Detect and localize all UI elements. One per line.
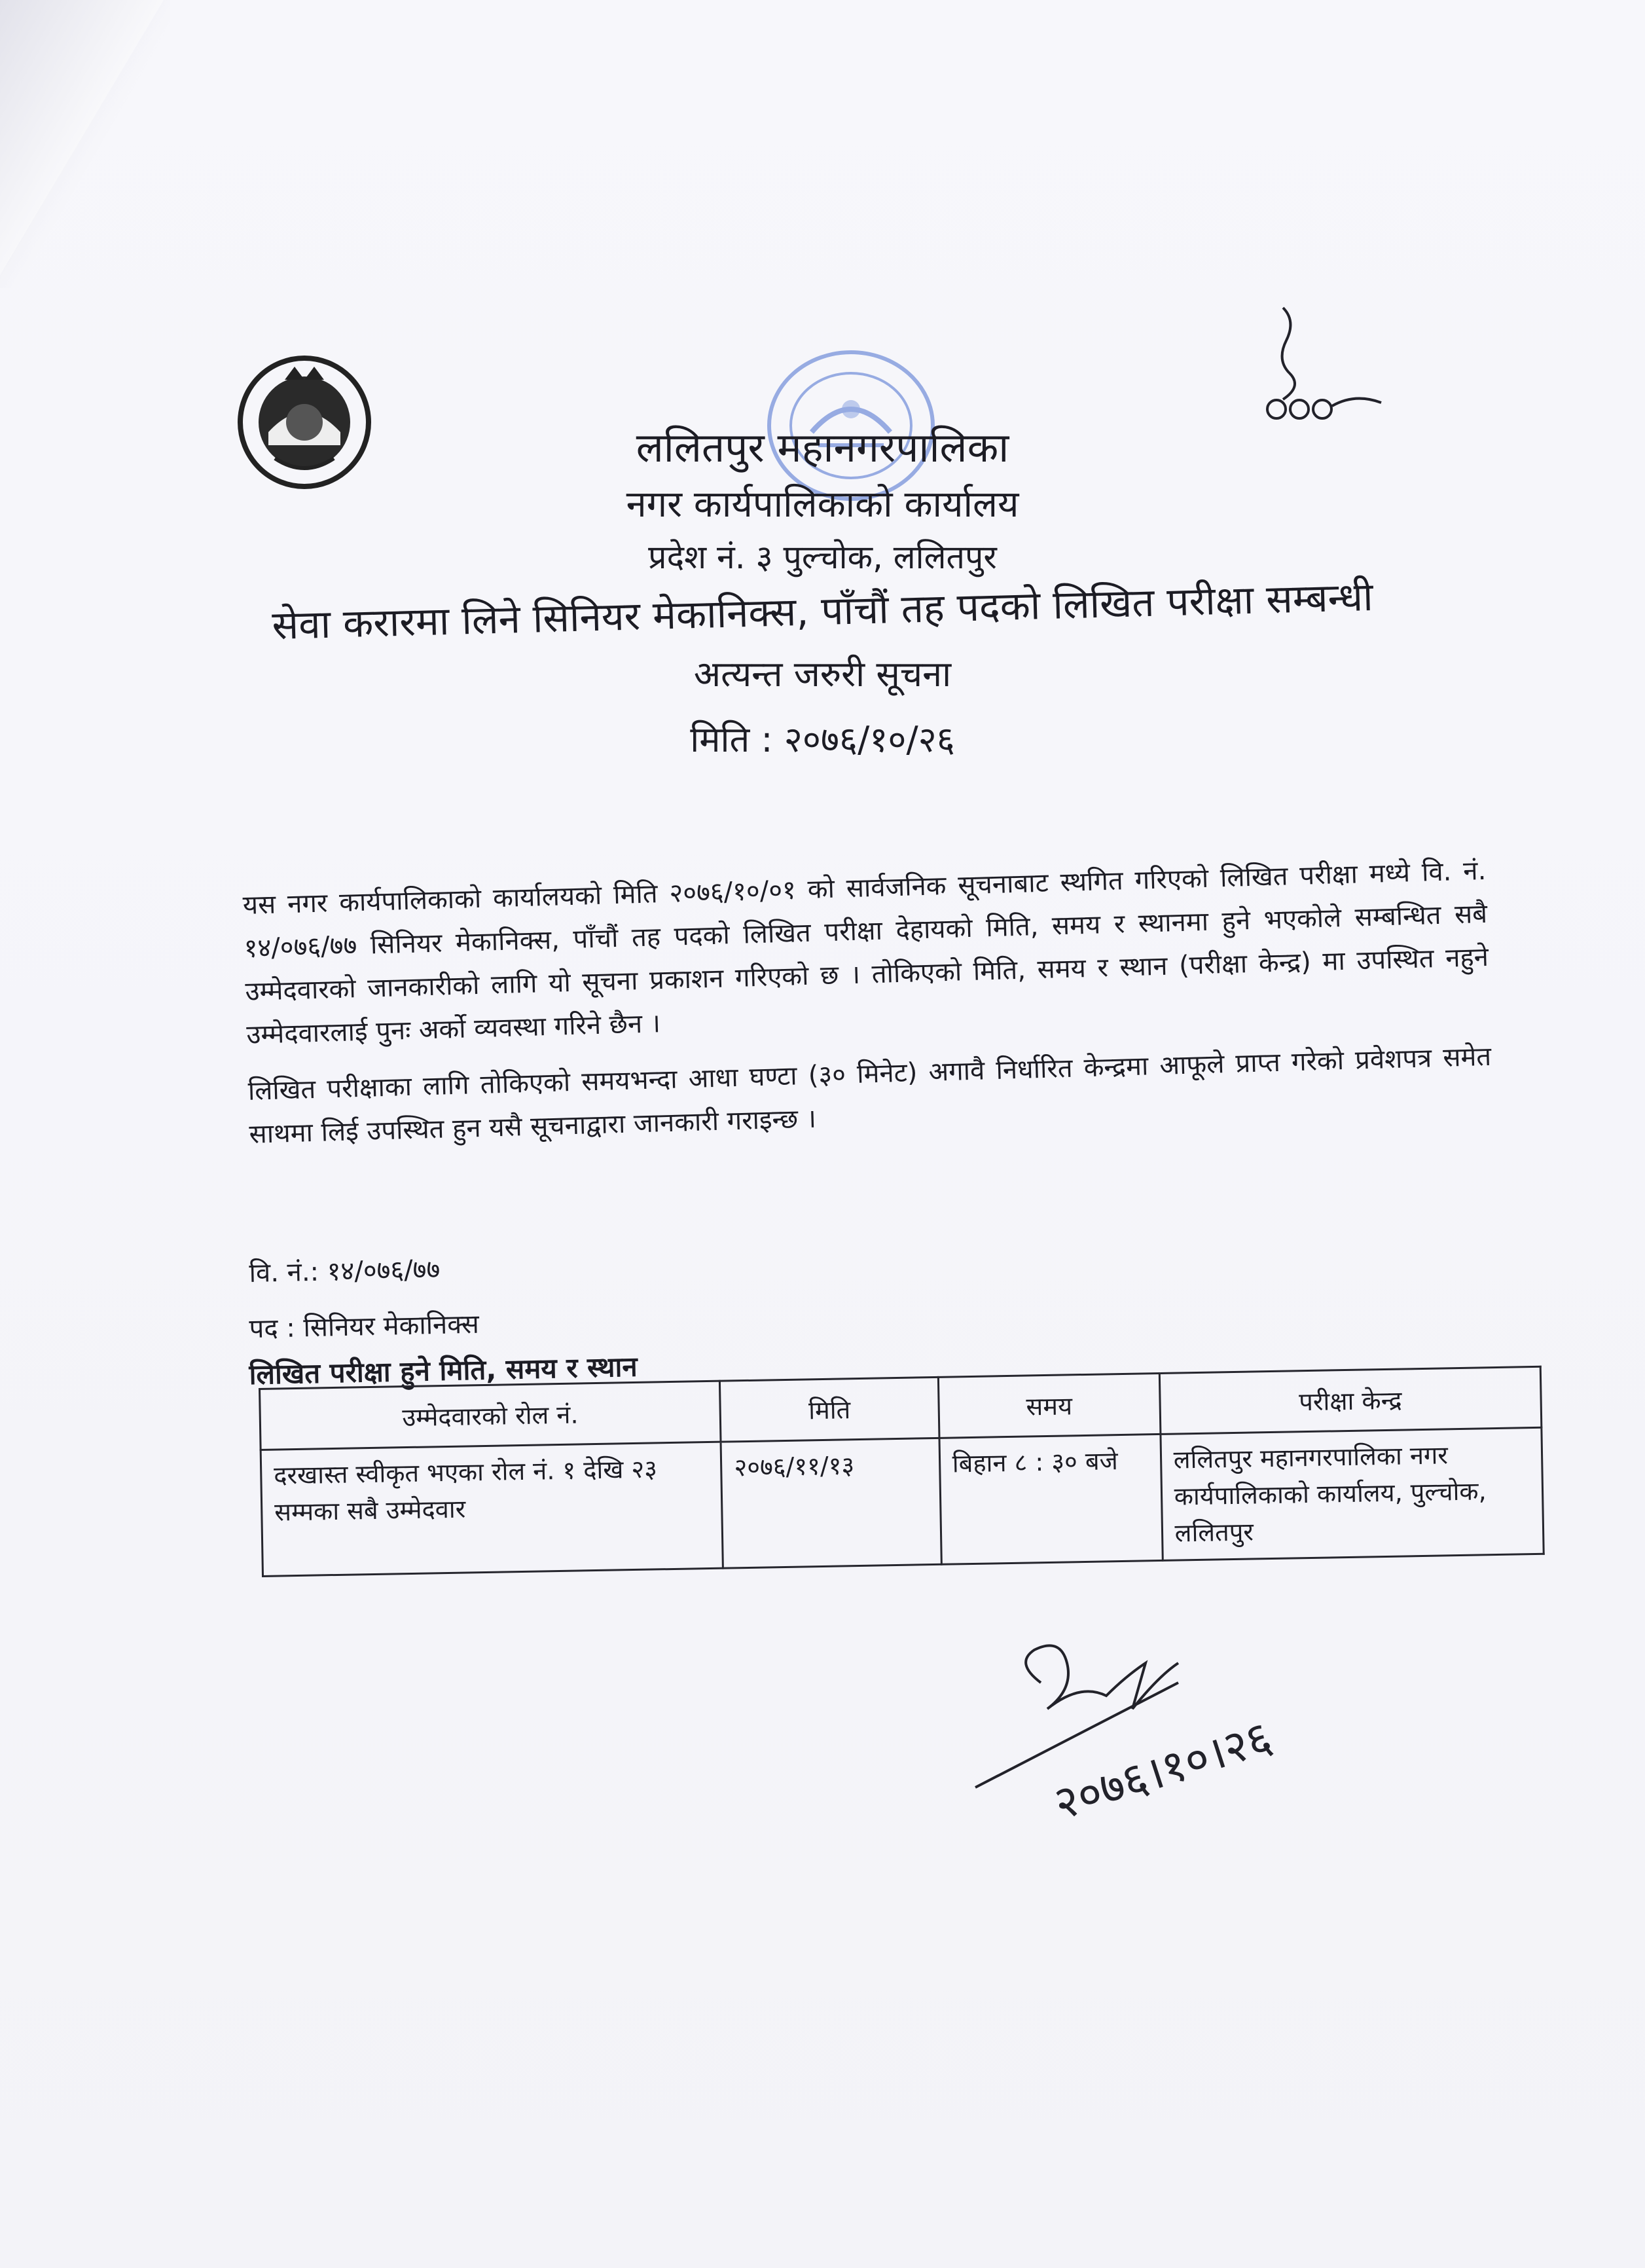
cell-roll-no: दरखास्त स्वीकृत भएका रोल नं. १ देखि २३ सम्मका सबै उम्मेदवार <box>261 1442 723 1576</box>
post-name: पद : सिनियर मेकानिक्स <box>249 1309 480 1344</box>
body-paragraph-2: लिखित परीक्षाका लागि तोकिएको समयभन्दा आधा घण्टा (३० मिनेट) अगावै निर्धारित केन्द्रमा आफूले प्राप्त गरेको प्रवेशपत्र समेत साथमा लिई उपस्थित हुन यसै सूचनाद्वारा जानकारी गराइन्छ । <box>247 1041 1492 1150</box>
cell-exam-centre: ललितपुर महानगरपालिका नगर कार्यपालिकाको कार्यालय, पुल्चोक, ललितपुर <box>1161 1427 1544 1560</box>
table-caption: लिखित परीक्षा हुने मिति, समय र स्थान <box>249 1350 638 1391</box>
top-signature <box>1257 301 1401 432</box>
cell-date: २०७६/११/१३ <box>721 1438 941 1568</box>
cell-time: बिहान ८ : ३० बजे <box>939 1434 1163 1564</box>
advertisement-number: वि. नं.: १४/०७६/७७ <box>249 1254 441 1289</box>
office-subtitle: नगर कार्यपालिकाको कार्यालय <box>626 483 1019 526</box>
table-row <box>261 1427 1544 1576</box>
notice-body <box>242 849 1493 1169</box>
bottom-signature <box>962 1624 1460 1859</box>
office-address: प्रदेश नं. ३ पुल्चोक, ललितपुर <box>648 538 997 576</box>
office-name: ललितपुर महानगरपालिका <box>636 424 1009 471</box>
header-time: समय <box>938 1373 1161 1438</box>
body-paragraph-1: यस नगर कार्यपालिकाको कार्यालयको मिति २०७६/१०/०१ को सार्वजनिक सूचनाबाट स्थगित गरिएको लिखित परीक्षा मध्ये वि. नं. १४/०७६/७७ सिनियर मेकानिक्स, पाँचौं तह पदको लिखित परीक्षा देहायको मिति, समय र स्थानमा हुने भएकोले सम्बन्धित सबै उम्मेदवारको जानकारीको लागि यो सूचना प्रकाशन गरिएको छ । तोकिएको मिति, समय र स्थान (परीक्षा केन्द्र) मा उपस्थित नहुने उम्मेदवारलाई पुनः अर्को व्यवस्था गरिने छैन । <box>242 855 1489 1050</box>
notice-subject: सेवा करारमा लिने सिनियर मेकानिक्स, पाँचौं तह पदको लिखित परीक्षा सम्बन्धी <box>271 574 1374 649</box>
signature-date: २०७६।१०।२६ <box>1047 1710 1278 1831</box>
header-roll-no: उम्मेदवारको रोल नं. <box>260 1381 721 1450</box>
notice-date: मिति : २०७६/१०/२६ <box>690 719 955 760</box>
notice-title: अत्यन्त जरुरी सूचना <box>693 653 952 695</box>
exam-schedule-table <box>259 1366 1545 1577</box>
header-date: मिति <box>720 1377 939 1442</box>
corner-shadow <box>0 0 170 288</box>
header-exam-centre: परीक्षा केन्द्र <box>1159 1366 1542 1434</box>
